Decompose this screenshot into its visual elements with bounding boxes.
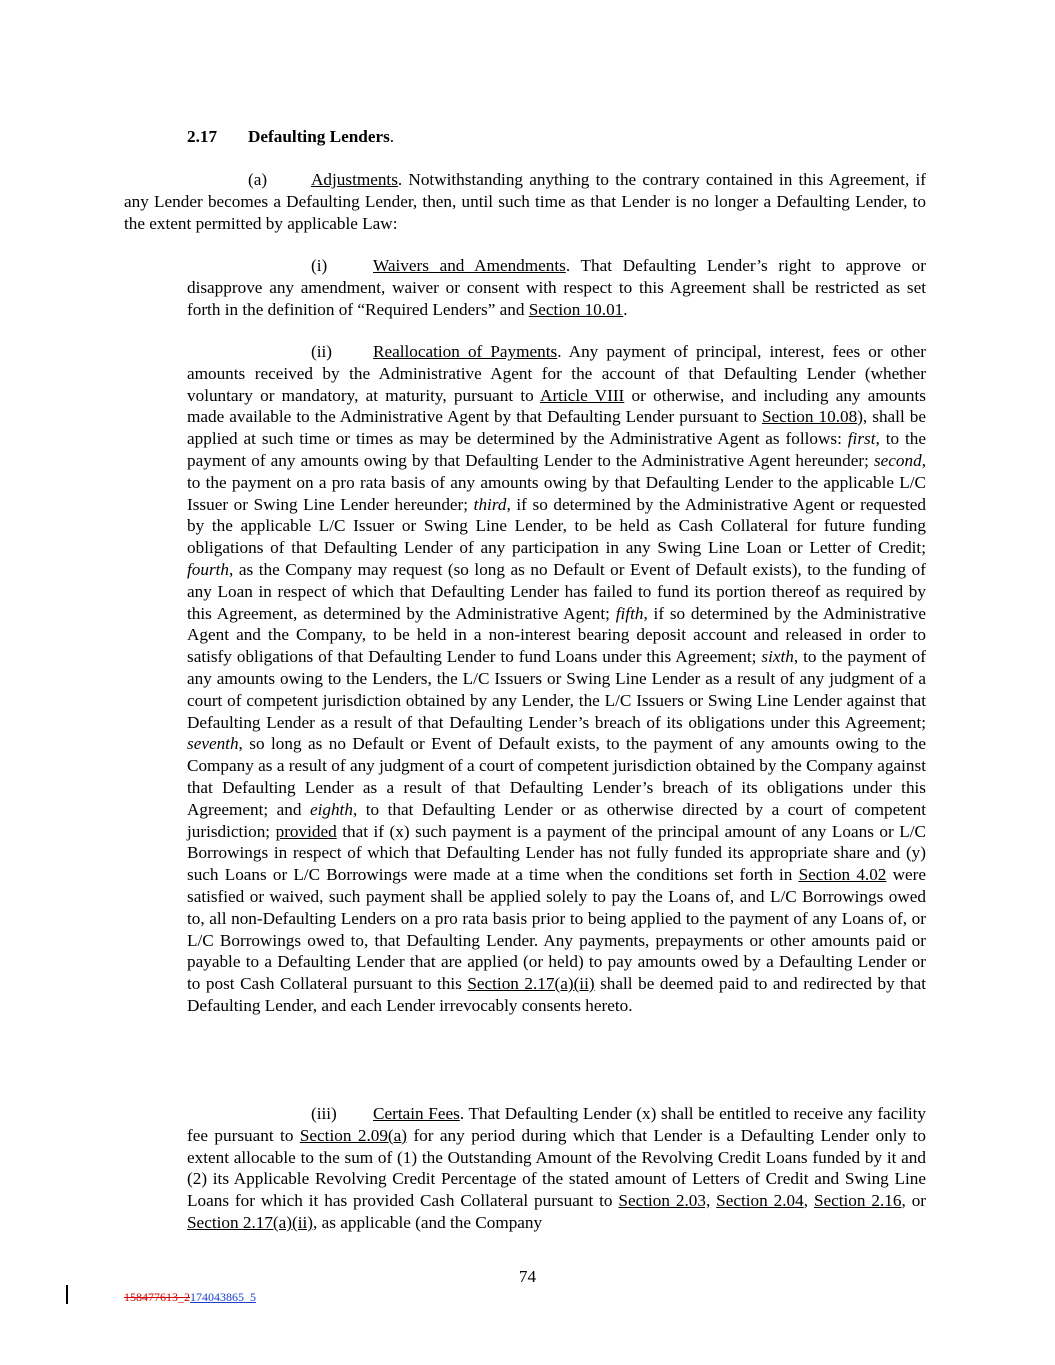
paragraph-ii-text: were satisfied or waived, such payment shall be applied solely to pay the Loans of, and L/C Borrowings owed to, all non-Defaulting Lenders on a pro rata basis prior to being applied to the payment of any Loans of, or L/C Borrowings owed to, that Defaulting Lender. Any payments, prepayments or other amounts paid or payable to a Defaulting Lender that are applied (or held) to pay amounts owed by a Defaulting Lender or to post Cash Collateral pursuant to this: [187, 865, 926, 994]
paragraph-a-label: (a): [248, 170, 268, 189]
article-reference: Article VIII: [540, 385, 625, 405]
document-id-deleted: 158477613_2: [124, 1290, 190, 1304]
paragraph-iii-text: for any period during which that Lender is a Defaulting Lender only to extent allocable to the sum of (1) the Outstanding Amount of the Revolving Credit Loans funded by it and (2) its Applicable Revolving Credit Percentage of the stated amount of Letters of Credit and Swing Line Loans for which it has provided Cash Collateral pursuant to: [187, 1125, 926, 1211]
section-reference: Section 10.08: [761, 407, 858, 427]
paragraph-iii: [187, 1103, 926, 1234]
paragraph-ii-text: , to the payment of any amounts owing to the Lenders, the L/C Issuers or Swing Line Lender as a result of any judgment of a court of competent jurisdiction obtained by any Lender, the L/C Issuers or Swing Line Lender against that Defaulting Lender as a result of that Defaulting Lender’s breach of its obligations under this Agreement;: [187, 647, 926, 732]
section-reference: Section 4.02: [798, 865, 887, 885]
paragraph-i-label: (i): [311, 256, 328, 275]
paragraph-iii-heading: Certain Fees: [373, 1104, 460, 1123]
paragraph-ii-text: , as the Company may request (so long as no Default or Event of Default exists), to the funding of any Loan in respect of which that Defaulting Lender has failed to fund its portion thereof as required by this Agreement, as determined by the Administrative Agent;: [187, 559, 926, 623]
paragraph-a-heading: Adjustments: [311, 170, 398, 189]
paragraph-ii-text: shall be deemed paid to and redirected by that Defaulting Lender, and each Lender irrevocably consents hereto.: [187, 974, 926, 1015]
section-reference: Section 2.09(a): [299, 1125, 408, 1145]
ordinal-word: fourth: [187, 559, 230, 579]
paragraph-ii-text: , if so determined by the Administrative Agent or requested by the applicable L/C Issuer or Swing Line Lender, to be held as Cash Collateral for future funding obligations of that Defaulting Lender of any participation in any Swing Line Loan or Letter of Credit;: [187, 494, 926, 558]
paragraph-i-text: . That Defaulting Lender’s right to approve or disapprove any amendment, waiver or consent with respect to this Agreement shall be restricted as set forth in the definition of “Required Lenders” and: [187, 256, 926, 319]
paragraph-ii-text: , if so determined by the Administrative Agent and the Company, to be held in a non-interest bearing deposit account and released in order to satisfy obligations of that Defaulting Lender to fund Loans under this Agreement;: [187, 603, 926, 667]
section-reference: Section 10.01: [528, 299, 624, 319]
paragraph-ii-text: ), shall be applied at such time or times as may be determined by the Administrative Agent as follows:: [187, 407, 926, 449]
section-reference: Section 2.04: [716, 1191, 804, 1211]
paragraph-i-heading: Waivers and Amendments: [373, 256, 566, 275]
ordinal-word: second: [873, 450, 922, 470]
ordinal-word: fifth: [615, 603, 644, 623]
section-heading: [187, 126, 394, 148]
paragraph-ii-label: (ii): [311, 342, 332, 361]
paragraph-iii-text: , or: [901, 1191, 927, 1211]
document-id-inserted: 174043865_5: [190, 1290, 256, 1304]
paragraph-ii-text: that if (x) such payment is a payment of the principal amount of any Loans or L/C Borrowings in respect of which that Defaulting Lender has not fully funded its appropriate share and (y) such Loans or L/C Borrowings were made at a time when the conditions set forth in: [187, 821, 926, 885]
paragraph-iii-text: . That Defaulting Lender (x) shall be entitled to receive any facility fee pursuant to: [187, 1104, 926, 1145]
paragraph-iii-text: , as applicable (and the Company: [313, 1212, 543, 1232]
paragraph-ii-text: , to that Defaulting Lender or as otherwise directed by a court of competent jurisdiction;: [187, 799, 926, 841]
paragraph-ii-text: . Any payment of principal, interest, fees or other amounts received by the Administrative Agent for the account of that Defaulting Lender (whether voluntary or mandatory, at maturity, pursuant to: [187, 342, 927, 405]
provided-term: provided: [275, 821, 337, 841]
paragraph-ii-text: , to the payment of any amounts owing by that Defaulting Lender to the Administrative Agent hereunder;: [187, 429, 926, 470]
paragraph-ii-text: , to the payment on a pro rata basis of any amounts owing by that Defaulting Lender to the applicable L/C Issuer or Swing Line Lender hereunder;: [187, 450, 926, 514]
ordinal-word: seventh: [187, 734, 239, 754]
section-reference: Section 2.16: [813, 1191, 902, 1211]
section-number: 2.17: [187, 127, 218, 146]
section-title-period: .: [389, 127, 395, 146]
paragraph-ii-text: or otherwise, and including any amounts made available to the Administrative Agent by that Defaulting Lender pursuant to: [187, 385, 926, 427]
paragraph-iii-label: (iii): [311, 1104, 337, 1123]
paragraph-a-text: . Notwithstanding anything to the contrary contained in this Agreement, if any Lender becomes a Defaulting Lender, then, until such time as that Lender is no longer a Defaulting Lender, to the extent permitted by applicable Law:: [124, 170, 926, 233]
section-title: Defaulting Lenders: [248, 127, 390, 146]
ordinal-word: eighth: [309, 799, 353, 819]
paragraph-ii-text: , so long as no Default or Event of Default exists, to the payment of any amounts owing to the Company as a result of any judgment of a court of competent jurisdiction obtained by the Company against that Defaulting Lender as a result of that Defaulting Lender’s breach of its obligations under this Agreement; and: [187, 734, 926, 819]
document-id: [124, 1290, 256, 1305]
ordinal-word: third: [473, 494, 507, 514]
paragraph-i: [187, 255, 926, 320]
paragraph-iii-text: ,: [803, 1191, 814, 1211]
section-reference: Section 2.17(a)(ii): [187, 1212, 314, 1232]
section-reference: Section 2.17(a)(ii): [467, 974, 595, 994]
paragraph-ii-heading: Reallocation of Payments: [373, 342, 558, 361]
paragraph-ii: [187, 341, 926, 1017]
ordinal-word: sixth: [761, 647, 794, 667]
page-number: 74: [518, 1267, 537, 1286]
paragraph-a: [124, 169, 926, 234]
ordinal-word: first: [847, 429, 876, 449]
change-bar: [66, 1285, 68, 1304]
section-reference: Section 2.03,: [618, 1191, 711, 1211]
paragraph-i-text-end: .: [623, 299, 628, 319]
